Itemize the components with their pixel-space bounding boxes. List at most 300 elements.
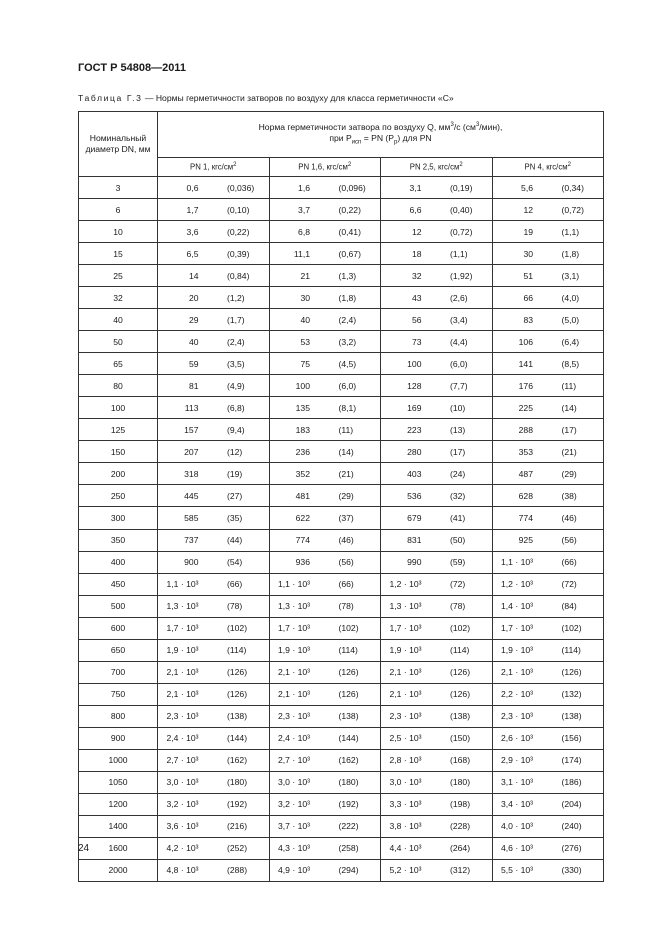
norm-mm3-per-s: 106 (518, 336, 533, 347)
norm-mm3-per-s: 51 (523, 270, 533, 281)
cell-norm-value (269, 661, 381, 683)
cell-norm-value (381, 485, 493, 507)
norm-mm3-per-s: 12 (411, 226, 422, 237)
cell-norm-value (492, 287, 604, 309)
norm-cm3-per-min: (0,84) (227, 270, 250, 281)
cell-norm-value (381, 309, 493, 331)
cell-norm-value (381, 287, 493, 309)
cell-norm-value (381, 749, 493, 771)
norm-mm3-per-s: 1,2 · 10³ (389, 579, 422, 590)
norm-mm3-per-s: 2,1 · 10³ (166, 667, 199, 678)
cell-norm-value (158, 221, 270, 243)
cell-norm-value (158, 837, 270, 859)
norm-mm3-per-s: 56 (411, 314, 422, 325)
cell-norm-value (381, 331, 493, 353)
cell-norm-value (158, 639, 270, 661)
norm-cm3-per-min: (1,1) (450, 248, 468, 259)
table-body (79, 177, 604, 882)
norm-cm3-per-min: (138) (227, 711, 248, 722)
cell-norm-value (492, 551, 604, 573)
norm-mm3-per-s: 3,3 · 10³ (389, 799, 422, 810)
cell-nominal-diameter: 25 (79, 265, 158, 287)
norm-mm3-per-s: 2,1 · 10³ (389, 689, 422, 700)
cell-norm-value (492, 683, 604, 705)
norm-cm3-per-min: (0,10) (227, 204, 250, 215)
cell-norm-value (269, 353, 381, 375)
norm-cm3-per-min: (38) (561, 490, 577, 501)
cell-nominal-diameter: 32 (79, 287, 158, 309)
norm-cm3-per-min: (41) (450, 512, 466, 523)
table-row (79, 683, 604, 705)
norm-cm3-per-min: (192) (227, 799, 248, 810)
table-row (79, 265, 604, 287)
cell-norm-value (158, 793, 270, 815)
norm-cm3-per-min: (1,2) (227, 292, 245, 303)
norm-cm3-per-min: (288) (227, 865, 248, 876)
norm-mm3-per-s: 19 (523, 226, 533, 237)
norm-cm3-per-min: (66) (561, 557, 577, 568)
norm-cm3-per-min: (10) (450, 402, 466, 413)
norm-mm3-per-s: 990 (407, 557, 422, 568)
cell-nominal-diameter: 1050 (79, 771, 158, 793)
norm-mm3-per-s: 169 (407, 402, 422, 413)
cell-norm-value (269, 463, 381, 485)
norm-cm3-per-min: (3,2) (338, 336, 357, 347)
norm-mm3-per-s: 43 (411, 292, 422, 303)
norm-cm3-per-min: (6,4) (561, 336, 580, 347)
norm-cm3-per-min: (56) (338, 557, 354, 568)
norm-cm3-per-min: (126) (450, 667, 471, 678)
norm-cm3-per-min: (312) (450, 865, 471, 876)
header-pn-2-5: PN 2,5, кгс/$см^2$ (381, 157, 493, 177)
cell-nominal-diameter: 15 (79, 243, 158, 265)
norm-cm3-per-min: (78) (227, 601, 243, 612)
cell-nominal-diameter: 40 (79, 309, 158, 331)
norm-mm3-per-s: 353 (518, 446, 533, 457)
norm-mm3-per-s: 6,8 (298, 226, 310, 237)
cell-norm-value (492, 199, 604, 221)
norm-mm3-per-s: 1,1 · 10³ (166, 579, 199, 590)
cell-norm-value (492, 815, 604, 837)
norm-mm3-per-s: 487 (518, 468, 533, 479)
cell-norm-value (158, 661, 270, 683)
norm-cm3-per-min: (1,92) (450, 270, 473, 281)
norm-mm3-per-s: 280 (407, 446, 422, 457)
norm-mm3-per-s: 1,7 · 10³ (277, 623, 310, 634)
cell-norm-value (158, 287, 270, 309)
norm-mm3-per-s: 29 (188, 314, 199, 325)
norm-mm3-per-s: 2,1 · 10³ (389, 667, 422, 678)
norm-mm3-per-s: 481 (295, 490, 310, 501)
norm-cm3-per-min: (44) (227, 535, 243, 546)
norm-mm3-per-s: 2,6 · 10³ (500, 733, 533, 744)
cell-norm-value (158, 177, 270, 199)
table-row (79, 859, 604, 881)
norm-mm3-per-s: 1,1 · 10³ (277, 579, 310, 590)
norm-mm3-per-s: 100 (407, 358, 422, 369)
norm-cm3-per-min: (180) (450, 777, 471, 788)
cell-nominal-diameter: 600 (79, 617, 158, 639)
norm-cm3-per-min: (1,7) (227, 314, 245, 325)
norm-mm3-per-s: 225 (518, 402, 533, 413)
norm-mm3-per-s: 622 (295, 512, 310, 523)
norm-cm3-per-min: (4,5) (338, 358, 357, 369)
norm-mm3-per-s: 66 (523, 292, 533, 303)
cell-norm-value (158, 331, 270, 353)
norm-cm3-per-min: (114) (338, 645, 358, 656)
norm-cm3-per-min: (32) (450, 490, 466, 501)
cell-norm-value (158, 749, 270, 771)
norm-cm3-per-min: (78) (450, 601, 466, 612)
norm-mm3-per-s: 32 (411, 270, 422, 281)
norm-cm3-per-min: (222) (338, 821, 359, 832)
cell-norm-value (158, 705, 270, 727)
cell-norm-value (269, 441, 381, 463)
norm-mm3-per-s: 53 (300, 336, 310, 347)
norm-cm3-per-min: (5,0) (561, 314, 580, 325)
cell-norm-value (269, 529, 381, 551)
table-row (79, 771, 604, 793)
norm-cm3-per-min: (1,3) (338, 270, 357, 281)
cell-norm-value (381, 683, 493, 705)
norm-cm3-per-min: (35) (227, 512, 243, 523)
norm-mm3-per-s: 1,4 · 10³ (500, 601, 533, 612)
norm-cm3-per-min: (3,4) (450, 314, 468, 325)
norm-mm3-per-s: 4,9 · 10³ (277, 865, 310, 876)
norm-mm3-per-s: 18 (411, 248, 422, 259)
norm-mm3-per-s: 2,4 · 10³ (166, 733, 199, 744)
norm-mm3-per-s: 2,3 · 10³ (389, 711, 422, 722)
cell-norm-value (492, 331, 604, 353)
norm-mm3-per-s: 2,9 · 10³ (500, 755, 533, 766)
norm-cm3-per-min: (198) (450, 799, 471, 810)
norm-cm3-per-min: (4,0) (561, 292, 580, 303)
norm-cm3-per-min: (2,4) (227, 336, 245, 347)
cell-norm-value (492, 771, 604, 793)
cell-norm-value (158, 265, 270, 287)
cell-norm-value (381, 441, 493, 463)
cell-norm-value (381, 265, 493, 287)
norm-mm3-per-s: 1,7 · 10³ (389, 623, 422, 634)
norm-cm3-per-min: (0,39) (227, 248, 250, 259)
cell-norm-value (492, 639, 604, 661)
norm-cm3-per-min: (54) (227, 557, 243, 568)
norm-mm3-per-s: 2,4 · 10³ (277, 733, 310, 744)
norm-mm3-per-s: 3,7 (298, 204, 310, 215)
cell-nominal-diameter: 300 (79, 507, 158, 529)
cell-norm-value (492, 177, 604, 199)
cell-norm-value (269, 221, 381, 243)
cell-nominal-diameter: 2000 (79, 859, 158, 881)
norm-mm3-per-s: 135 (295, 402, 310, 413)
norm-mm3-per-s: 236 (295, 446, 310, 457)
norm-cm3-per-min: (21) (561, 446, 577, 457)
norm-cm3-per-min: (144) (338, 733, 359, 744)
norm-mm3-per-s: 4,2 · 10³ (166, 843, 199, 854)
norm-cm3-per-min: (50) (450, 535, 466, 546)
cell-norm-value (269, 507, 381, 529)
norm-cm3-per-min: (0,41) (338, 226, 361, 237)
norm-cm3-per-min: (24) (450, 468, 466, 479)
cell-nominal-diameter: 1200 (79, 793, 158, 815)
cell-nominal-diameter: 10 (79, 221, 158, 243)
norm-mm3-per-s: 6,6 (409, 204, 422, 215)
norm-cm3-per-min: (14) (561, 402, 577, 413)
cell-norm-value (269, 177, 381, 199)
norm-mm3-per-s: 445 (184, 490, 199, 501)
table-row (79, 397, 604, 419)
norm-cm3-per-min: (294) (338, 865, 359, 876)
table-row (79, 375, 604, 397)
cell-nominal-diameter: 450 (79, 573, 158, 595)
norm-cm3-per-min: (276) (561, 843, 582, 854)
norm-cm3-per-min: (126) (561, 667, 582, 678)
norm-cm3-per-min: (66) (227, 579, 243, 590)
table-row (79, 837, 604, 859)
norm-cm3-per-min: (186) (561, 777, 582, 788)
cell-norm-value (492, 617, 604, 639)
norm-mm3-per-s: 12 (523, 204, 533, 215)
cell-norm-value (158, 551, 270, 573)
cell-norm-value (269, 375, 381, 397)
norm-cm3-per-min: (192) (338, 799, 359, 810)
norm-mm3-per-s: 2,3 · 10³ (277, 711, 310, 722)
norm-mm3-per-s: 2,1 · 10³ (166, 689, 199, 700)
norm-mm3-per-s: 2,1 · 10³ (277, 689, 310, 700)
header-pn-1-6: PN 1,6, кгс/$см^2$ (269, 157, 381, 177)
norm-cm3-per-min: (8,5) (561, 358, 580, 369)
cell-nominal-diameter: 650 (79, 639, 158, 661)
page-number: 24 (78, 843, 90, 854)
norm-cm3-per-min: (84) (561, 601, 577, 612)
cell-nominal-diameter: 700 (79, 661, 158, 683)
norm-mm3-per-s: 4,6 · 10³ (500, 843, 533, 854)
cell-norm-value (269, 309, 381, 331)
norm-mm3-per-s: 3,0 · 10³ (277, 777, 310, 788)
table-row (79, 529, 604, 551)
norm-mm3-per-s: 75 (300, 358, 310, 369)
norm-cm3-per-min: (46) (561, 512, 577, 523)
norm-cm3-per-min: (0,19) (450, 182, 473, 193)
norm-mm3-per-s: 223 (407, 424, 422, 435)
table-row (79, 287, 604, 309)
norm-cm3-per-min: (114) (561, 645, 581, 656)
cell-norm-value (269, 837, 381, 859)
cell-norm-value (158, 573, 270, 595)
cell-norm-value (492, 859, 604, 881)
norm-mm3-per-s: 3,2 · 10³ (277, 799, 310, 810)
norm-cm3-per-min: (102) (450, 623, 471, 634)
norm-mm3-per-s: 1,7 · 10³ (500, 623, 533, 634)
norm-mm3-per-s: 5,6 (521, 182, 533, 193)
norm-cm3-per-min: (102) (561, 623, 582, 634)
norm-cm3-per-min: (66) (338, 579, 354, 590)
norm-mm3-per-s: 1,9 · 10³ (389, 645, 422, 656)
cell-norm-value (269, 397, 381, 419)
norm-cm3-per-min: (126) (338, 667, 359, 678)
norm-mm3-per-s: 40 (188, 336, 199, 347)
norm-mm3-per-s: 157 (184, 424, 199, 435)
cell-nominal-diameter: 1600 (79, 837, 158, 859)
norm-cm3-per-min: (11) (561, 380, 577, 391)
cell-norm-value (381, 815, 493, 837)
norm-cm3-per-min: (4,9) (227, 380, 245, 391)
norm-mm3-per-s: 1,3 · 10³ (277, 601, 310, 612)
norm-cm3-per-min: (102) (338, 623, 359, 634)
norm-cm3-per-min: (114) (227, 645, 247, 656)
cell-nominal-diameter: 100 (79, 397, 158, 419)
cell-norm-value (158, 309, 270, 331)
cell-norm-value (381, 353, 493, 375)
header-pn-1: PN 1, кгс/$см^2$ (158, 157, 270, 177)
norm-mm3-per-s: 3,1 (409, 182, 422, 193)
table-caption (78, 93, 454, 103)
table-row (79, 793, 604, 815)
norm-cm3-per-min: (56) (561, 535, 577, 546)
norm-mm3-per-s: 4,0 · 10³ (500, 821, 533, 832)
norm-cm3-per-min: (204) (561, 799, 582, 810)
norm-cm3-per-min: (150) (450, 733, 471, 744)
norm-mm3-per-s: 2,7 · 10³ (277, 755, 310, 766)
norm-cm3-per-min: (7,7) (450, 380, 468, 391)
norm-cm3-per-min: (29) (561, 468, 577, 479)
table-row (79, 749, 604, 771)
norm-cm3-per-min: (0,72) (450, 226, 473, 237)
norm-mm3-per-s: 81 (188, 380, 199, 391)
cell-norm-value (269, 771, 381, 793)
norm-cm3-per-min: (17) (450, 446, 466, 457)
header-nominal-diameter: Номинальный диаметр DN, мм (79, 112, 158, 177)
norm-cm3-per-min: (252) (227, 843, 248, 854)
header-airtightness-norm: Норма герметичности затвора по воздуху Q, $мм^3/с$ $(см^3/мин)$, при $P_{исп}$ = PN $(P_р)$ для PN (158, 112, 604, 158)
norm-cm3-per-min: (9,4) (227, 424, 245, 435)
norm-mm3-per-s: 3,6 · 10³ (166, 821, 199, 832)
cell-norm-value (269, 749, 381, 771)
norm-mm3-per-s: 5,5 · 10³ (500, 865, 533, 876)
norm-mm3-per-s: 3,1 · 10³ (500, 777, 533, 788)
norm-cm3-per-min: (0,40) (450, 204, 473, 215)
caption-text: Нормы герметичности затворов по воздуху для класса герметичности «С» (155, 93, 454, 103)
norm-cm3-per-min: (1,8) (338, 292, 357, 303)
cell-norm-value (381, 595, 493, 617)
cell-nominal-diameter: 65 (79, 353, 158, 375)
cell-norm-value (381, 705, 493, 727)
norm-cm3-per-min: (19) (227, 468, 243, 479)
norm-cm3-per-min: (126) (450, 689, 471, 700)
cell-norm-value (269, 573, 381, 595)
norm-cm3-per-min: (13) (450, 424, 466, 435)
norm-mm3-per-s: 679 (407, 512, 422, 523)
norm-mm3-per-s: 925 (518, 535, 533, 546)
cell-norm-value (158, 485, 270, 507)
norm-cm3-per-min: (240) (561, 821, 582, 832)
norm-cm3-per-min: (6,8) (227, 402, 245, 413)
cell-norm-value (269, 595, 381, 617)
norm-mm3-per-s: 3,7 · 10³ (277, 821, 310, 832)
norm-cm3-per-min: (3,5) (227, 358, 245, 369)
cell-norm-value (492, 727, 604, 749)
table-row (79, 815, 604, 837)
cell-norm-value (381, 617, 493, 639)
cell-norm-value (269, 639, 381, 661)
norm-cm3-per-min: (8,1) (338, 402, 357, 413)
norm-mm3-per-s: 2,1 · 10³ (500, 667, 533, 678)
norm-cm3-per-min: (138) (450, 711, 471, 722)
norm-mm3-per-s: 2,2 · 10³ (500, 689, 533, 700)
cell-norm-value (381, 177, 493, 199)
table-row (79, 485, 604, 507)
norm-cm3-per-min: (126) (227, 689, 248, 700)
norm-mm3-per-s: 1,7 (186, 204, 199, 215)
norm-mm3-per-s: 128 (407, 380, 422, 391)
norm-cm3-per-min: (21) (338, 468, 354, 479)
norm-cm3-per-min: (180) (227, 777, 248, 788)
cell-norm-value (269, 793, 381, 815)
cell-norm-value (492, 309, 604, 331)
cell-norm-value (381, 793, 493, 815)
norm-cm3-per-min: (6,0) (338, 380, 357, 391)
norm-mm3-per-s: 536 (407, 490, 422, 501)
norm-mm3-per-s: 6,5 (186, 248, 199, 259)
norm-cm3-per-min: (162) (338, 755, 359, 766)
cell-norm-value (381, 661, 493, 683)
cell-norm-value (381, 837, 493, 859)
norm-mm3-per-s: 1,9 · 10³ (277, 645, 310, 656)
norm-mm3-per-s: 100 (295, 380, 310, 391)
cell-nominal-diameter: 50 (79, 331, 158, 353)
norm-cm3-per-min: (0,34) (561, 182, 584, 193)
norm-mm3-per-s: 831 (407, 535, 422, 546)
norm-cm3-per-min: (0,036) (227, 182, 255, 193)
norm-mm3-per-s: 318 (184, 468, 199, 479)
cell-norm-value (158, 375, 270, 397)
norm-mm3-per-s: 1,6 (298, 182, 310, 193)
table-row (79, 617, 604, 639)
cell-norm-value (269, 551, 381, 573)
table-row (79, 221, 604, 243)
cell-norm-value (492, 749, 604, 771)
norm-cm3-per-min: (46) (338, 535, 354, 546)
table-row (79, 639, 604, 661)
norm-mm3-per-s: 585 (184, 512, 199, 523)
norm-mm3-per-s: 14 (188, 270, 199, 281)
cell-nominal-diameter: 1400 (79, 815, 158, 837)
cell-norm-value (158, 859, 270, 881)
norm-cm3-per-min: (59) (450, 557, 466, 568)
cell-nominal-diameter: 200 (79, 463, 158, 485)
cell-norm-value (381, 771, 493, 793)
cell-norm-value (492, 441, 604, 463)
norm-cm3-per-min: (12) (227, 446, 243, 457)
norm-mm3-per-s: 774 (295, 535, 310, 546)
norm-mm3-per-s: 2,7 · 10³ (166, 755, 199, 766)
table-row (79, 507, 604, 529)
cell-nominal-diameter: 250 (79, 485, 158, 507)
header-pn-4: PN 4, кгс/$см^2$ (492, 157, 604, 177)
cell-norm-value (269, 859, 381, 881)
norm-cm3-per-min: (6,0) (450, 358, 468, 369)
norm-cm3-per-min: (264) (450, 843, 471, 854)
norm-cm3-per-min: (29) (338, 490, 354, 501)
norm-cm3-per-min: (102) (227, 623, 248, 634)
cell-norm-value (492, 375, 604, 397)
norm-cm3-per-min: (1,1) (561, 226, 580, 237)
norm-mm3-per-s: 183 (295, 424, 310, 435)
cell-norm-value (381, 397, 493, 419)
norm-mm3-per-s: 4,8 · 10³ (166, 865, 199, 876)
cell-nominal-diameter: 6 (79, 199, 158, 221)
cell-norm-value (381, 551, 493, 573)
